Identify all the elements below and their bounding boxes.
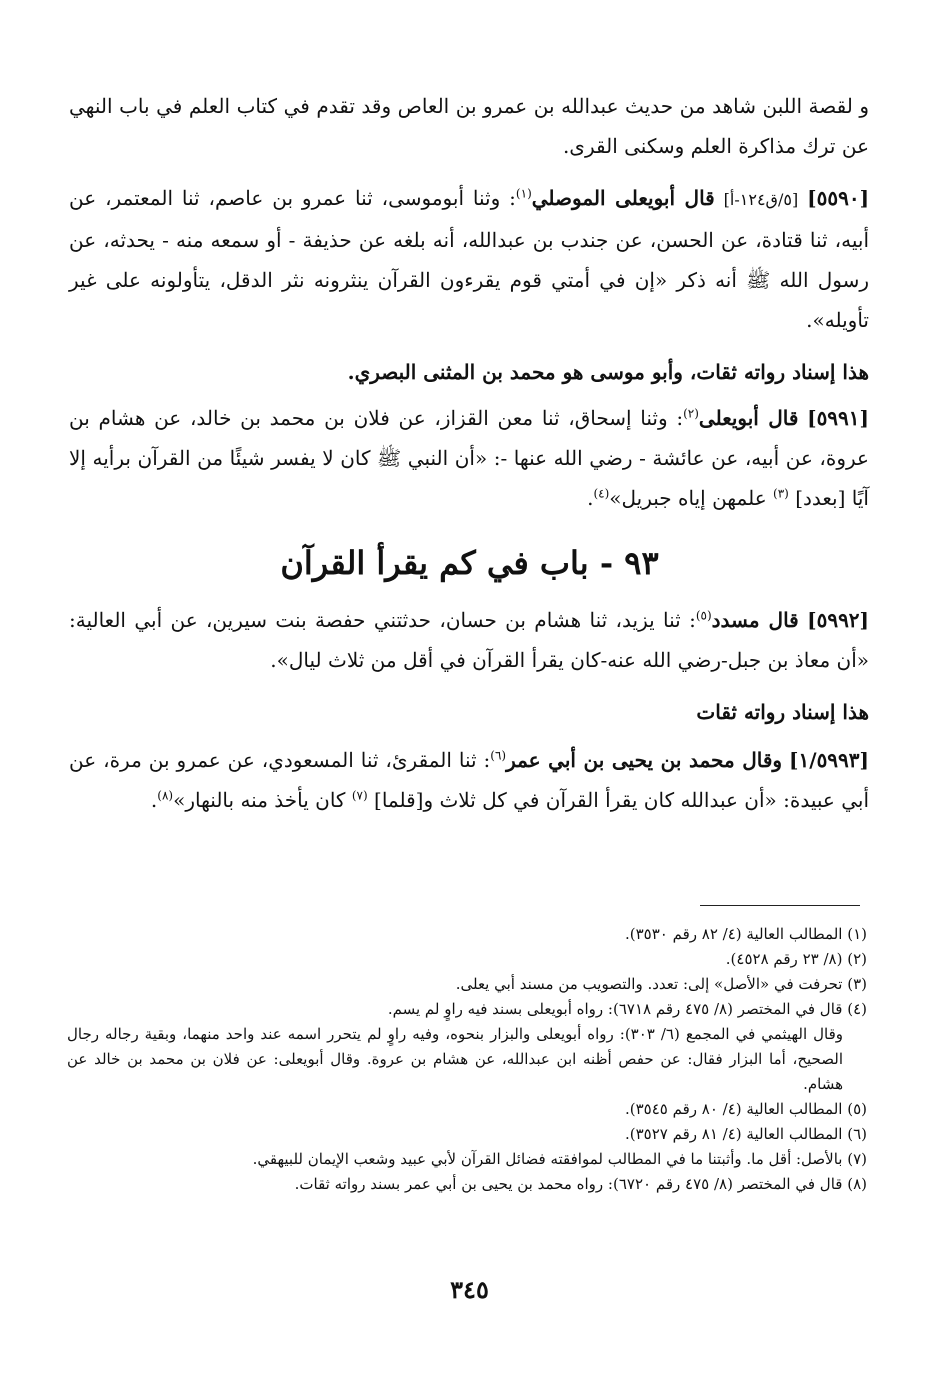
footnote-separator xyxy=(700,905,860,906)
hadith-number: [١/٥٩٩٣] xyxy=(789,748,869,772)
hadith-body: : ثنا يزيد، ثنا هشام بن حسان، حدثتني حفصة بنت سيرين، عن أبي العالية: «أن معاذ بن جبل-رضي الله عنه-كان يقرأ القرآن في أقل من ثلاث ليال». xyxy=(69,608,869,672)
footnote-ref: (٢) xyxy=(683,406,699,421)
hadith-5991 xyxy=(69,398,869,518)
hadith-number: [٥٩٩٢] xyxy=(807,608,870,632)
footnote-5: (٥) المطالب العالية (٤/ ٨٠ رقم ٣٥٤٥). xyxy=(624,1100,867,1118)
footnote-ref: (٨) xyxy=(157,788,174,803)
footnote-8: (٨) قال في المختصر (٨/ ٤٧٥ رقم ٦٧٢٠): رواه محمد بن يحيى بن أبي عمر بسند رواته ثقات. xyxy=(294,1175,867,1193)
hadith-body-cont: كان يأخذ منه بالنهار» xyxy=(173,788,346,812)
isnad-note-text: هذا إسناد رواته ثقات، وأبو موسى هو محمد بن المثنى البصري. xyxy=(347,360,869,384)
hadith-end: . xyxy=(150,788,158,812)
isnad-note-text: هذا إسناد رواته ثقات xyxy=(696,700,869,724)
manuscript-ref: [٥/ق١٢٤-أ] xyxy=(723,190,799,209)
footnote-ref: (٤) xyxy=(593,486,610,501)
isnad-note-5992 xyxy=(69,692,869,732)
footnotes xyxy=(67,922,867,1197)
footnote-3: (٣) تحرفت في «الأصل» إلى: تعدد. والتصويب من مسند أبي يعلى. xyxy=(455,975,867,993)
footnote-2: (٢) (٨/ ٢٣ رقم ٤٥٢٨). xyxy=(725,950,867,968)
isnad-note-5990 xyxy=(69,352,869,392)
footnote-6: (٦) المطالب العالية (٤/ ٨١ رقم ٣٥٢٧). xyxy=(624,1125,867,1143)
hadith-5993 xyxy=(69,740,869,820)
narrator-lead: قال مسدد xyxy=(711,608,799,632)
footnote-4: (٤) قال في المختصر (٨/ ٤٧٥ رقم ٦٧١٨): رواه أبويعلى بسند فيه راوٍ لم يسم. xyxy=(387,1000,867,1018)
hadith-number: [٥٩٩١] xyxy=(807,406,869,430)
hadith-end: . xyxy=(587,486,594,510)
chapter-title: ٩٣ - باب في كم يقرأ القرآن xyxy=(280,544,659,582)
footnote-ref: (٦) xyxy=(490,748,507,763)
intro-paragraph xyxy=(69,86,869,166)
footnote-7: (٧) بالأصل: أقل ما. وأثبتنا ما في المطالب لموافقته فضائل القرآن لأبي عبيد وشعب الإيمان للبيهقي. xyxy=(252,1150,867,1168)
hadith-5990 xyxy=(69,178,869,340)
footnote-1: (١) المطالب العالية (٤/ ٨٢ رقم ٣٥٣٠). xyxy=(624,925,867,943)
footnote-ref: (٥) xyxy=(695,608,712,623)
footnote-4-continued: وقال الهيثمي في المجمع (٦/ ٣٠٣): رواه أبويعلى والبزار بنحوه، وفيه راوٍ لم يتحرر اسمه عند واحد منهما، وبقية رجاله رجال الصحيح، أما البزار فقال: عن حفص أظنه ابن عبدالله، عن هشام بن عروة. وقال أبويعلى: عن فلان بن محمد بن خالد عن هشام. xyxy=(67,1025,843,1093)
footnote-ref: (٣) xyxy=(773,486,789,501)
intro-text: و لقصة اللبن شاهد من حديث عبدالله بن عمرو بن العاص وقد تقدم في كتاب العلم في باب النهي عن ترك مذاكرة العلم وسكنى القرى. xyxy=(69,94,869,158)
hadith-5992 xyxy=(69,600,869,680)
hadith-body: : ثنا المقرئ، ثنا المسعودي، عن عمرو بن مرة، عن أبي عبيدة: «أن عبدالله كان يقرأ القرآن في كل ثلاث و[قلما] xyxy=(69,748,869,812)
hadith-body-cont: علمهن إياه جبريل» xyxy=(609,486,767,510)
hadith-number: [٥٥٩٠] xyxy=(807,186,870,210)
narrator-lead: وقال محمد بن يحيى بن أبي عمر xyxy=(506,748,783,772)
narrator-lead: قال أبويعلى الموصلي xyxy=(531,186,715,210)
footnote-ref: (١) xyxy=(515,186,532,201)
hadith-body: : وثنا أبوموسى، ثنا عمرو بن عاصم، ثنا المعتمر، عن أبيه، ثنا قتادة، عن الحسن، عن جندب بن عبدالله، أنه بلغه عن حذيفة - أو سمعه منه - يحدثه، عن رسول الله ﷺ أنه ذكر «إن في أمتي قوم يقرءون القرآن ينثرونه نثر الدقل، يتأولونه على غير تأويله». xyxy=(69,186,869,332)
hadith-body: : وثنا إسحاق، ثنا معن القزاز، عن فلان بن محمد بن خالد، عن هشام بن عروة، عن أبيه، عن عائشة - رضي الله عنها -: «أن النبي ﷺ كان لا يفسر شيئًا من القرآن برأيه إلا آيًا [بعدد] xyxy=(69,406,869,510)
footnote-ref: (٧) xyxy=(351,788,368,803)
page-number: ٣٤٥ xyxy=(450,1275,489,1304)
narrator-lead: قال أبويعلى xyxy=(698,406,799,430)
